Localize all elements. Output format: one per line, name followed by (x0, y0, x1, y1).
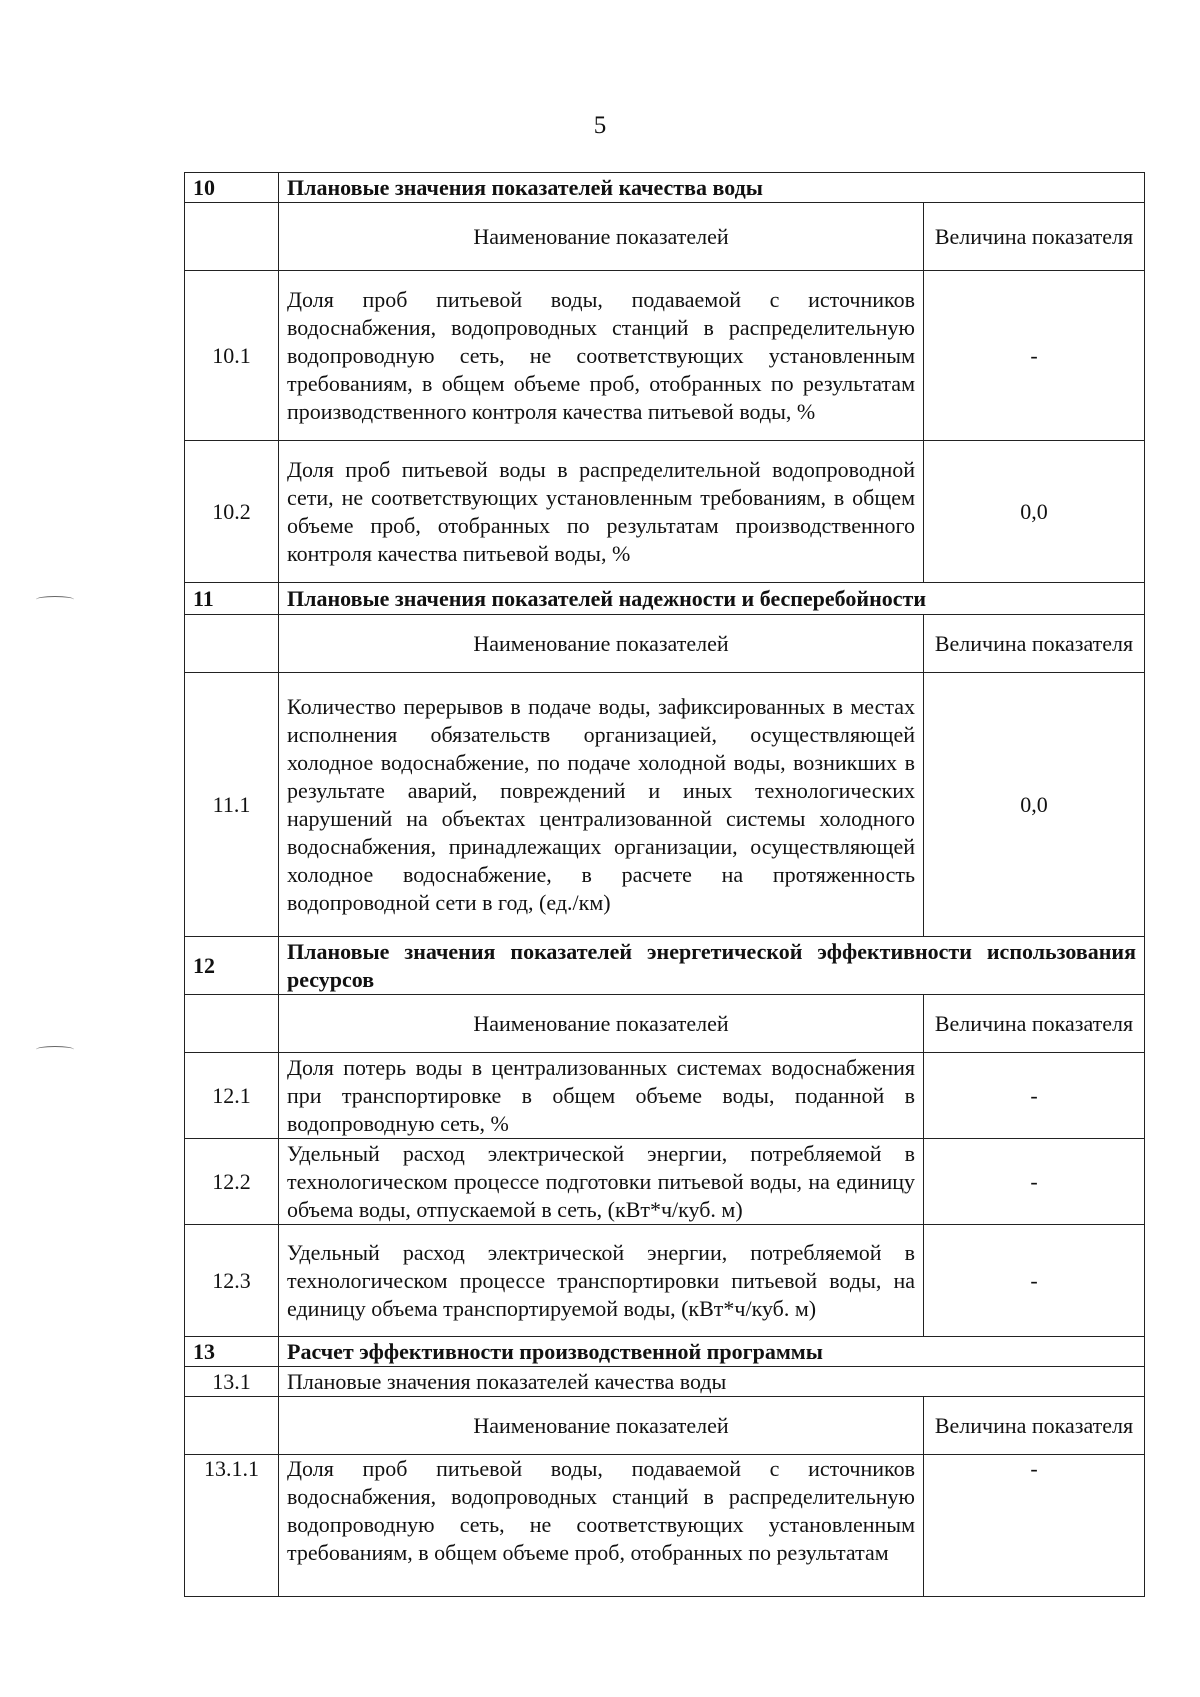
row-description: Количество перерывов в подаче воды, зафиксированных в местах исполнения обязательств организацией, осуществляющей холодное водоснабжение, по подаче холодной воды, возникших в результате аварий, повреждений и иных технологических нарушений на объектах централизованной системы холодного водоснабжения, принадлежащих организации, осуществляющей холодное водоснабжение, в расчете на протяженность водопроводной сети в год, (ед./км) (279, 673, 924, 937)
section-number: 12 (185, 937, 279, 995)
row-number: 12.2 (185, 1139, 279, 1225)
margin-mark (36, 1046, 74, 1053)
section-row (185, 1337, 1145, 1367)
section-number: 10 (185, 173, 279, 203)
subsection-title: Плановые значения показателей качества воды (279, 1367, 1145, 1397)
section-row (185, 173, 1145, 203)
row-number: 13.1.1 (185, 1455, 279, 1597)
table-row (185, 1455, 1145, 1597)
row-number: 12.1 (185, 1053, 279, 1139)
section-row (185, 937, 1145, 995)
row-value: - (924, 1225, 1145, 1337)
subsection-row (185, 1367, 1145, 1397)
table-row (185, 1225, 1145, 1337)
empty-cell (185, 995, 279, 1053)
section-title: Плановые значения показателей качества воды (279, 173, 1145, 203)
row-value: - (924, 271, 1145, 441)
section-number: 11 (185, 583, 279, 615)
header-value: Величина показателя (924, 615, 1145, 673)
header-row (185, 203, 1145, 271)
subsection-number: 13.1 (185, 1367, 279, 1397)
header-name: Наименование показателей (279, 615, 924, 673)
row-number: 12.3 (185, 1225, 279, 1337)
row-description: Доля проб питьевой воды, подаваемой с источников водоснабжения, водопроводных станций в распределительную водопроводную сеть, не соответствующих установленным требованиям, в общем объеме проб, отобранных по результатам (279, 1455, 924, 1597)
row-description: Доля потерь воды в централизованных системах водоснабжения при транспортировке в общем объеме воды, поданной в водопроводную сеть, % (279, 1053, 924, 1139)
section-title: Плановые значения показателей энергетической эффективности использования ресурсов (279, 937, 1145, 995)
row-description: Доля проб питьевой воды в распределительной водопроводной сети, не соответствующих установленным требованиям, в общем объеме проб, отобранных по результатам производственного контроля качества питьевой воды, % (279, 441, 924, 583)
header-name: Наименование показателей (279, 1397, 924, 1455)
row-value: - (924, 1139, 1145, 1225)
header-row (185, 615, 1145, 673)
row-value: - (924, 1455, 1145, 1597)
row-value: 0,0 (924, 441, 1145, 583)
table-row (185, 1053, 1145, 1139)
header-name: Наименование показателей (279, 995, 924, 1053)
row-value: 0,0 (924, 673, 1145, 937)
section-row (185, 583, 1145, 615)
header-row (185, 1397, 1145, 1455)
table-row (185, 673, 1145, 937)
empty-cell (185, 615, 279, 673)
header-name: Наименование показателей (279, 203, 924, 271)
row-number: 11.1 (185, 673, 279, 937)
page-number: 5 (593, 112, 607, 139)
row-number: 10.1 (185, 271, 279, 441)
row-value: - (924, 1053, 1145, 1139)
table-row (185, 271, 1145, 441)
section-number: 13 (185, 1337, 279, 1367)
empty-cell (185, 1397, 279, 1455)
margin-mark (36, 596, 74, 603)
row-description: Доля проб питьевой воды, подаваемой с источников водоснабжения, водопроводных станций в распределительную водопроводную сеть, не соответствующих установленным требованиям, в общем объеме проб, отобранных по результатам производственного контроля качества питьевой воды, % (279, 271, 924, 441)
section-title: Плановые значения показателей надежности и бесперебойности (279, 583, 1145, 615)
header-row (185, 995, 1145, 1053)
row-description: Удельный расход электрической энергии, потребляемой в технологическом процессе подготовки питьевой воды, на единицу объема воды, отпускаемой в сеть, (кВт*ч/куб. м) (279, 1139, 924, 1225)
row-description: Удельный расход электрической энергии, потребляемой в технологическом процессе транспортировки питьевой воды, на единицу объема транспортируемой воды, (кВт*ч/куб. м) (279, 1225, 924, 1337)
indicators-table (184, 172, 1145, 1597)
table-row (185, 441, 1145, 583)
header-value: Величина показателя (924, 203, 1145, 271)
row-number: 10.2 (185, 441, 279, 583)
table-row (185, 1139, 1145, 1225)
header-value: Величина показателя (924, 1397, 1145, 1455)
section-title: Расчет эффективности производственной программы (279, 1337, 1145, 1367)
header-value: Величина показателя (924, 995, 1145, 1053)
empty-cell (185, 203, 279, 271)
